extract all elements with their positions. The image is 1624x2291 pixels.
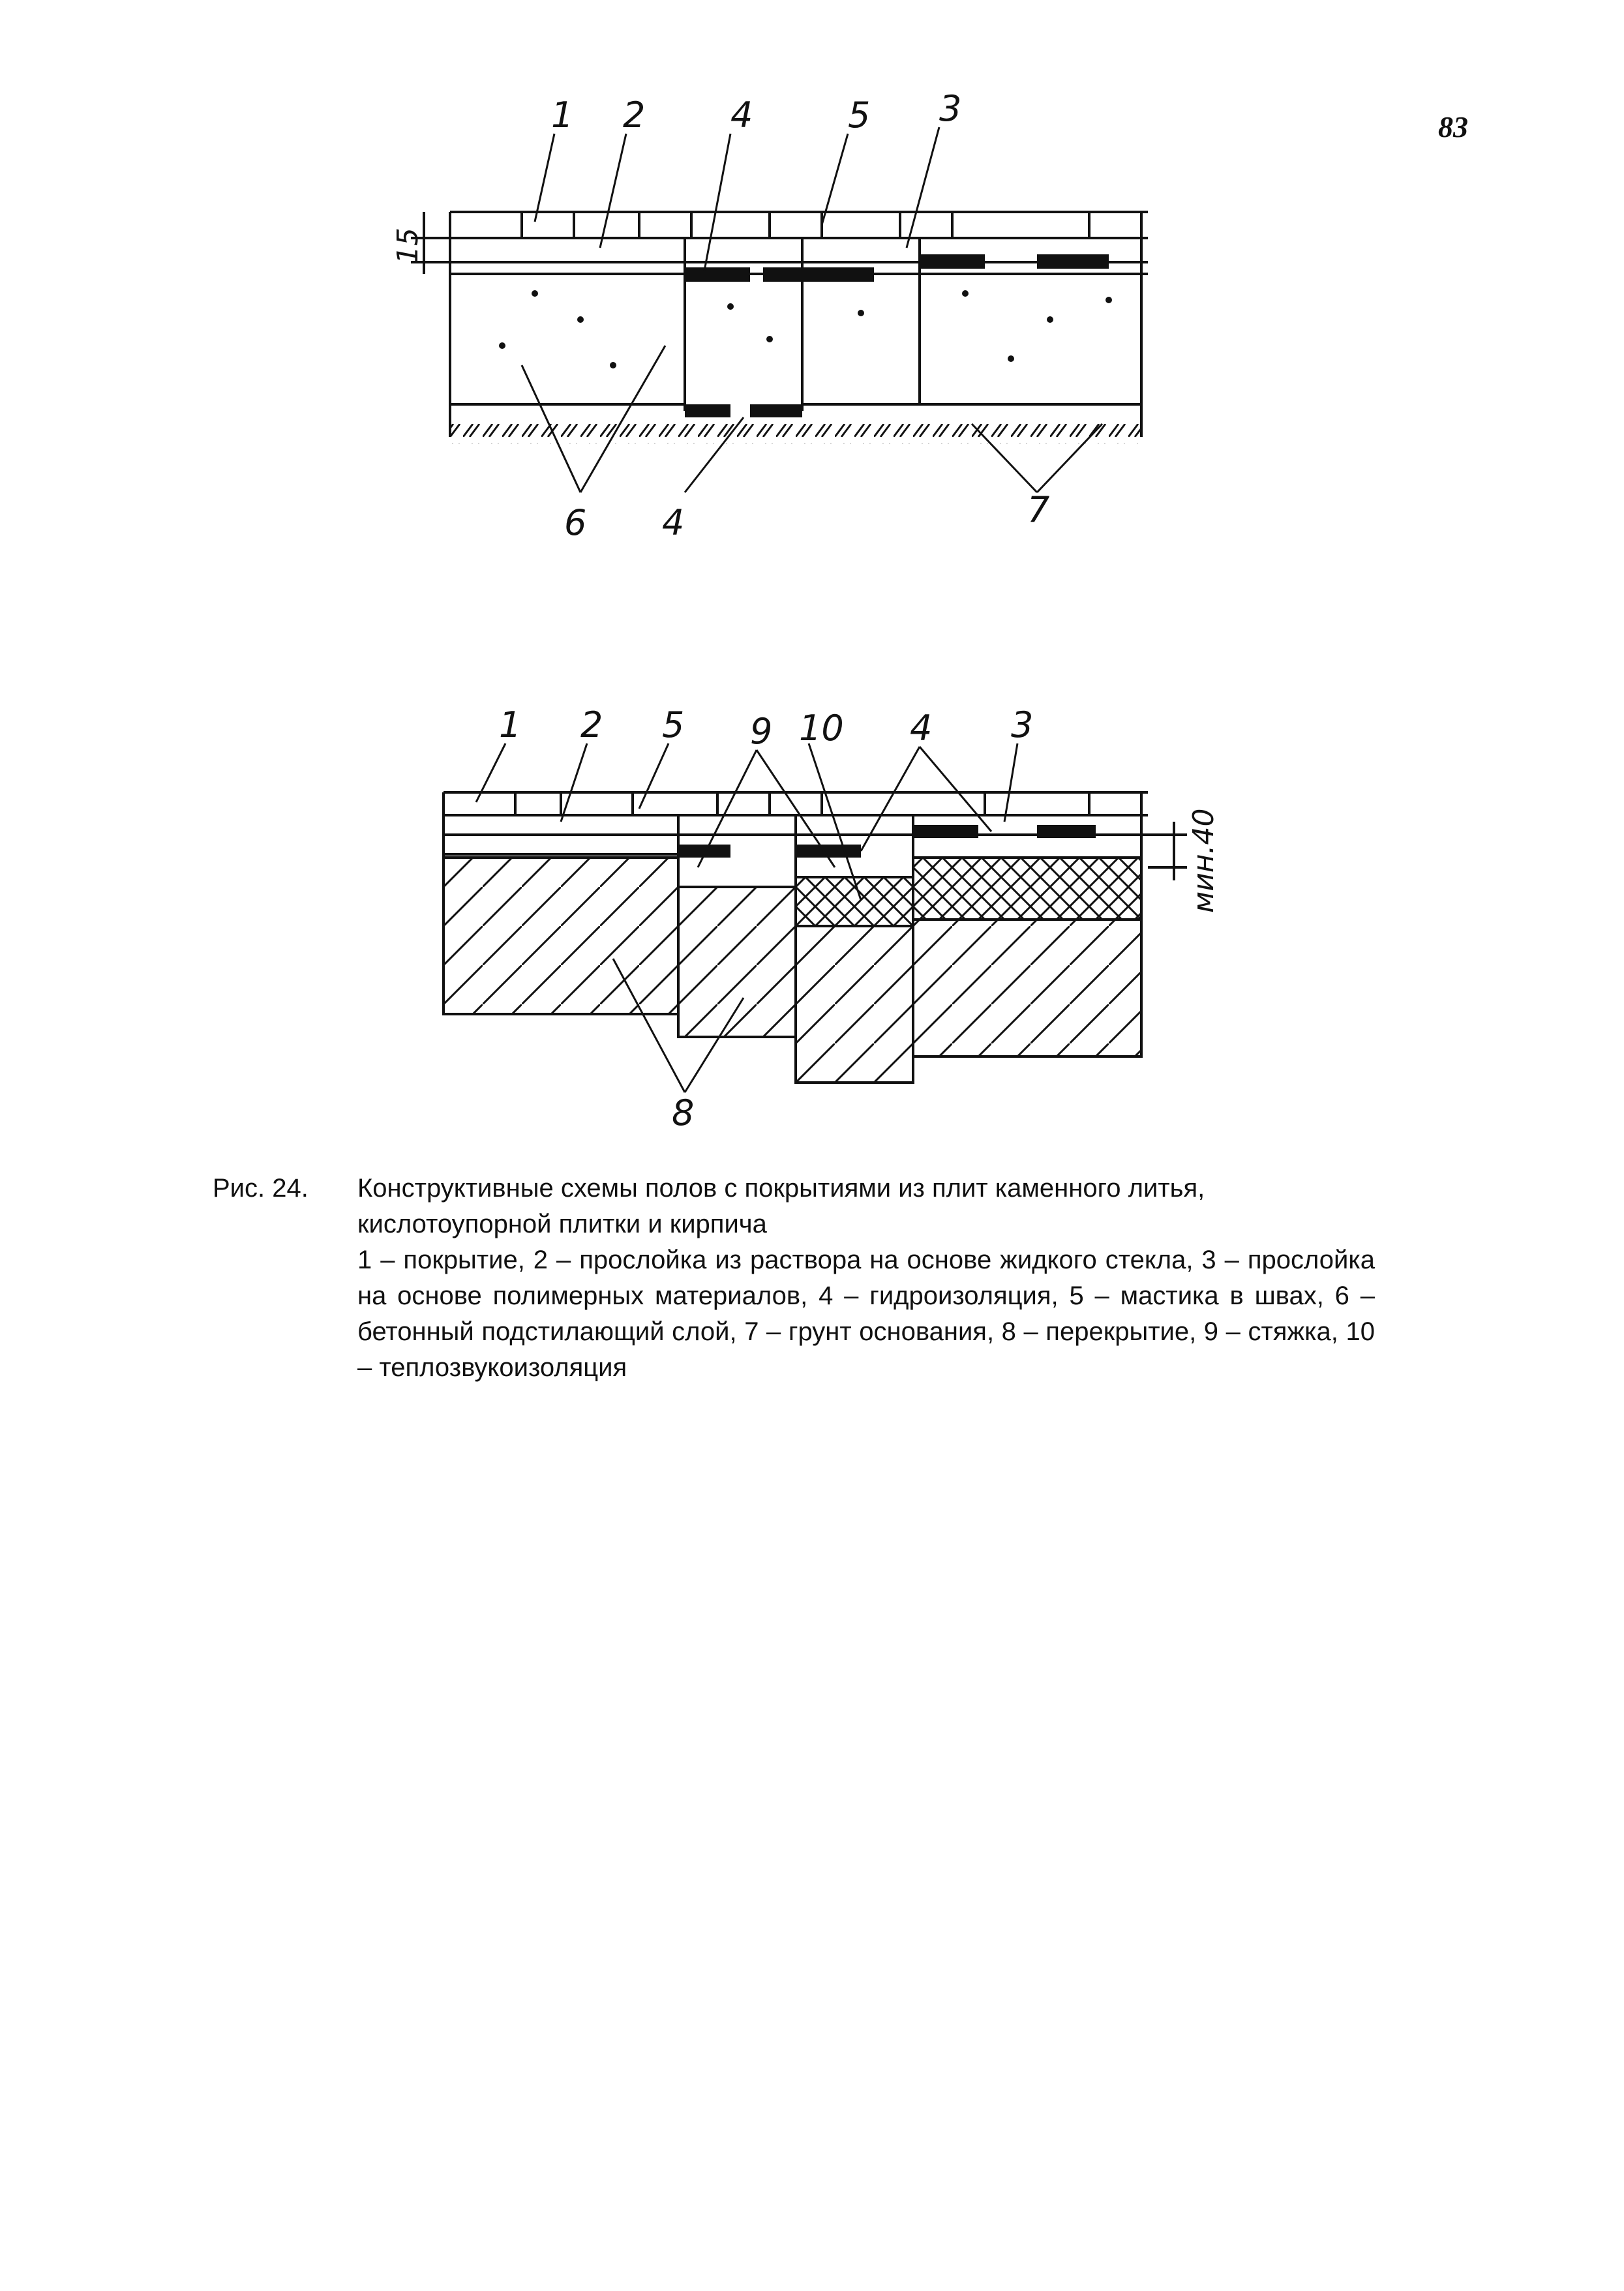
label-b4: 4 <box>910 708 933 749</box>
label-b5: 5 <box>662 704 685 745</box>
label-6: 6 <box>564 502 587 543</box>
label-2: 2 <box>623 95 646 136</box>
label-b10: 10 <box>799 708 844 749</box>
thickness-label-bottom: мин.40 <box>1187 808 1220 913</box>
caption-legend: 1 – покрытие, 2 – прослойка из раствора на основе жидкого стекла, 3 – прослойка на основе полимерных материалов, 4 – гидроизоляция, 5 – мастика в швах, 6 – бетонный подстилающий слой, 7 – грунт основания, 8 – перекрытие, 9 – стяжка, 10 – теплозвукоизоляция <box>357 1246 1375 1382</box>
caption-title: Конструктивные схемы полов с покрытиями из плит каменного литья, кислотоупорной плитки и кирпича <box>357 1174 1205 1238</box>
label-b8: 8 <box>672 1092 695 1133</box>
label-b9: 9 <box>750 711 773 752</box>
label-b1: 1 <box>499 704 522 745</box>
label-b3: 3 <box>1011 704 1034 745</box>
label-1: 1 <box>551 95 574 136</box>
label-7: 7 <box>1027 489 1050 530</box>
thickness-label: 15 <box>391 228 425 264</box>
label-4-bottom: 4 <box>662 502 685 543</box>
label-4: 4 <box>730 95 753 136</box>
label-5: 5 <box>848 95 871 136</box>
page-number: 83 <box>1438 110 1468 143</box>
floor-on-slab-diagram <box>365 691 1278 1135</box>
label-b2: 2 <box>580 704 603 745</box>
caption-label: Рис. 24. <box>213 1174 308 1203</box>
floor-on-ground-diagram <box>365 85 1200 554</box>
label-3: 3 <box>939 88 962 129</box>
